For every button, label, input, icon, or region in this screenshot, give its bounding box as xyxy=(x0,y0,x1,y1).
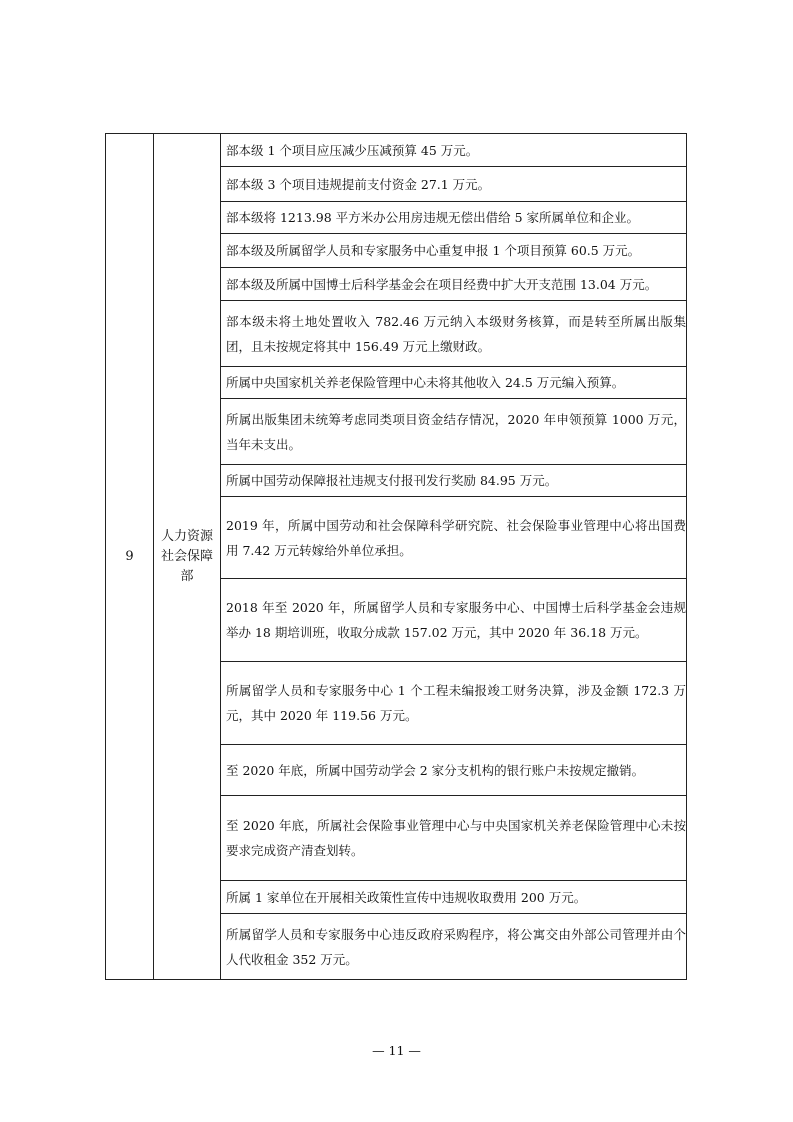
department-name-line-3: 部 xyxy=(180,568,194,584)
finding-item: 部本级及所属留学人员和专家服务中心重复申报 1 个项目预算 60.5 万元。 xyxy=(221,234,687,268)
audit-findings-table xyxy=(105,133,687,980)
finding-item: 所属中央国家机关养老保险管理中心未将其他收入 24.5 万元编入预算。 xyxy=(221,367,687,399)
row-number-cell xyxy=(106,134,154,980)
finding-item: 部本级将 1213.98 平方米办公用房违规无偿出借给 5 家所属单位和企业。 xyxy=(221,202,687,234)
page-number: — 11 — xyxy=(372,1043,421,1058)
finding-item: 所属 1 家单位在开展相关政策性宣传中违规收取费用 200 万元。 xyxy=(221,881,687,914)
finding-item: 至 2020 年底，所属社会保险事业管理中心与中央国家机关养老保险管理中心未按要求完成资产清查划转。 xyxy=(221,796,687,881)
department-cell xyxy=(154,134,221,980)
finding-item: 部本级及所属中国博士后科学基金会在项目经费中扩大开支范围 13.04 万元。 xyxy=(221,268,687,301)
finding-item: 2018 年至 2020 年，所属留学人员和专家服务中心、中国博士后科学基金会违规举办 18 期培训班，收取分成款 157.02 万元，其中 2020 年 36.18 万元。 xyxy=(221,579,687,662)
finding-item: 所属留学人员和专家服务中心违反政府采购程序，将公寓交由外部公司管理并由个人代收租金 352 万元。 xyxy=(221,914,687,980)
department-name-line-1: 人力资源 xyxy=(160,528,213,544)
finding-item: 部本级 1 个项目应压减少压减预算 45 万元。 xyxy=(221,134,687,167)
department-name-line-2: 社会保障 xyxy=(160,548,213,564)
finding-item: 部本级未将土地处置收入 782.46 万元纳入本级财务核算，而是转至所属出版集团，且未按规定将其中 156.49 万元上缴财政。 xyxy=(221,301,687,367)
finding-item: 2019 年，所属中国劳动和社会保障科学研究院、社会保险事业管理中心将出国费用 7.42 万元转嫁给外单位承担。 xyxy=(221,497,687,579)
finding-item: 所属留学人员和专家服务中心 1 个工程未编报竣工财务决算，涉及金额 172.3 万元，其中 2020 年 119.56 万元。 xyxy=(221,662,687,745)
finding-item: 所属中国劳动保障报社违规支付报刊发行奖励 84.95 万元。 xyxy=(221,465,687,497)
finding-item: 所属出版集团未统筹考虑同类项目资金结存情况，2020 年申领预算 1000 万元，当年未支出。 xyxy=(221,399,687,465)
finding-item: 至 2020 年底，所属中国劳动学会 2 家分支机构的银行账户未按规定撤销。 xyxy=(221,745,687,796)
finding-item: 部本级 3 个项目违规提前支付资金 27.1 万元。 xyxy=(221,167,687,202)
row-number: 9 xyxy=(125,549,134,564)
